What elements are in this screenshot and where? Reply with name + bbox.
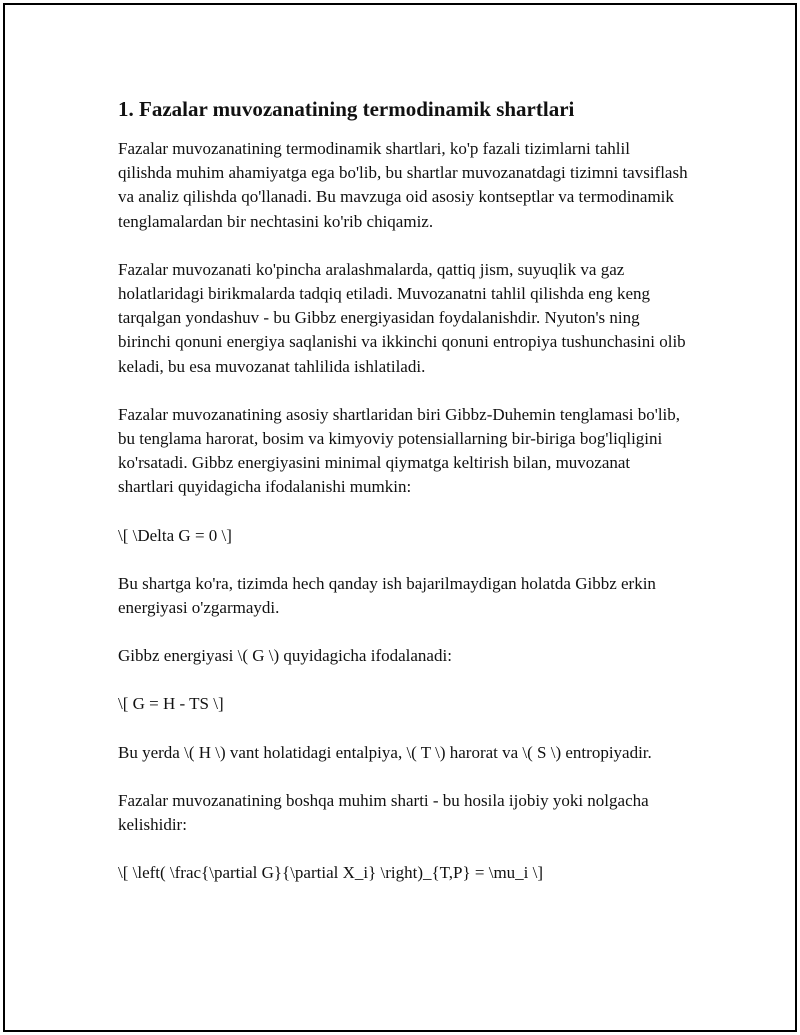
equation-delta-g: \[ \Delta G = 0 \] [118, 525, 232, 545]
section-heading: 1. Fazalar muvozanatining termodinamik shartlari [118, 97, 575, 121]
document-body [118, 96, 688, 909]
paragraph-condition-explanation: Bu shartga ko'ra, tizimda hech qanday ish bajarilmaydigan holatda Gibbz erkin energiyasi o'zgarmaydi. [118, 573, 656, 618]
paragraph-phase-equilibrium: Fazalar muvozanati ko'pincha aralashmalarda, qattiq jism, suyuqlik va gaz holatlaridagi birikmalarda tadqiq etiladi. Muvozanatni tahlil qilishda eng keng tarqalgan yondashuv - bu Gibbz energiyasidan foydalanishdir. Nyuton's ning birinchi qonuni energiya saqlanishi va ikkinchi qonuni entropiya tushunchasini olib keladi, bu esa muvozanat tahlilida ishlatiladi. [118, 259, 686, 376]
paragraph-another-condition: Fazalar muvozanatining boshqa muhim sharti - bu hosila ijobiy yoki nolgacha kelishidir: [118, 790, 649, 835]
paragraph-variable-definitions: Bu yerda \( H \) vant holatidagi entalpiya, \( T \) harorat va \( S \) entropiyadir. [118, 742, 652, 762]
equation-g-h-ts: \[ G = H - TS \] [118, 694, 224, 714]
paragraph-intro: Fazalar muvozanatining termodinamik shartlari, ko'p fazali tizimlarni tahlil qilishda muhim ahamiyatga ega bo'lib, bu shartlar muvozanatdagi tizimni tavsiflash va analiz qilishda qo'llanadi. Bu mavzuga oid asosiy kontseptlar va termodinamik tenglamalardan bir nechtasini ko'rib chiqamiz. [118, 139, 688, 231]
paragraph-gibbs-definition: Gibbz energiyasi \( G \) quyidagicha ifodalanadi: [118, 646, 452, 666]
equation-chemical-potential: \[ \left( \frac{\partial G}{\partial X_i} \right)_{T,P} = \mu_i \] [118, 863, 544, 883]
paragraph-gibbs-duhem: Fazalar muvozanatining asosiy shartlaridan biri Gibbz-Duhemin tenglamasi bo'lib, bu tenglama harorat, bosim va kimyoviy potensiallarning bir-biriga bog'liqligini ko'rsatadi. Gibbz energiyasini minimal qiymatga keltirish bilan, muvozanat shartlari quyidagicha ifodalanishi mumkin: [118, 404, 681, 497]
